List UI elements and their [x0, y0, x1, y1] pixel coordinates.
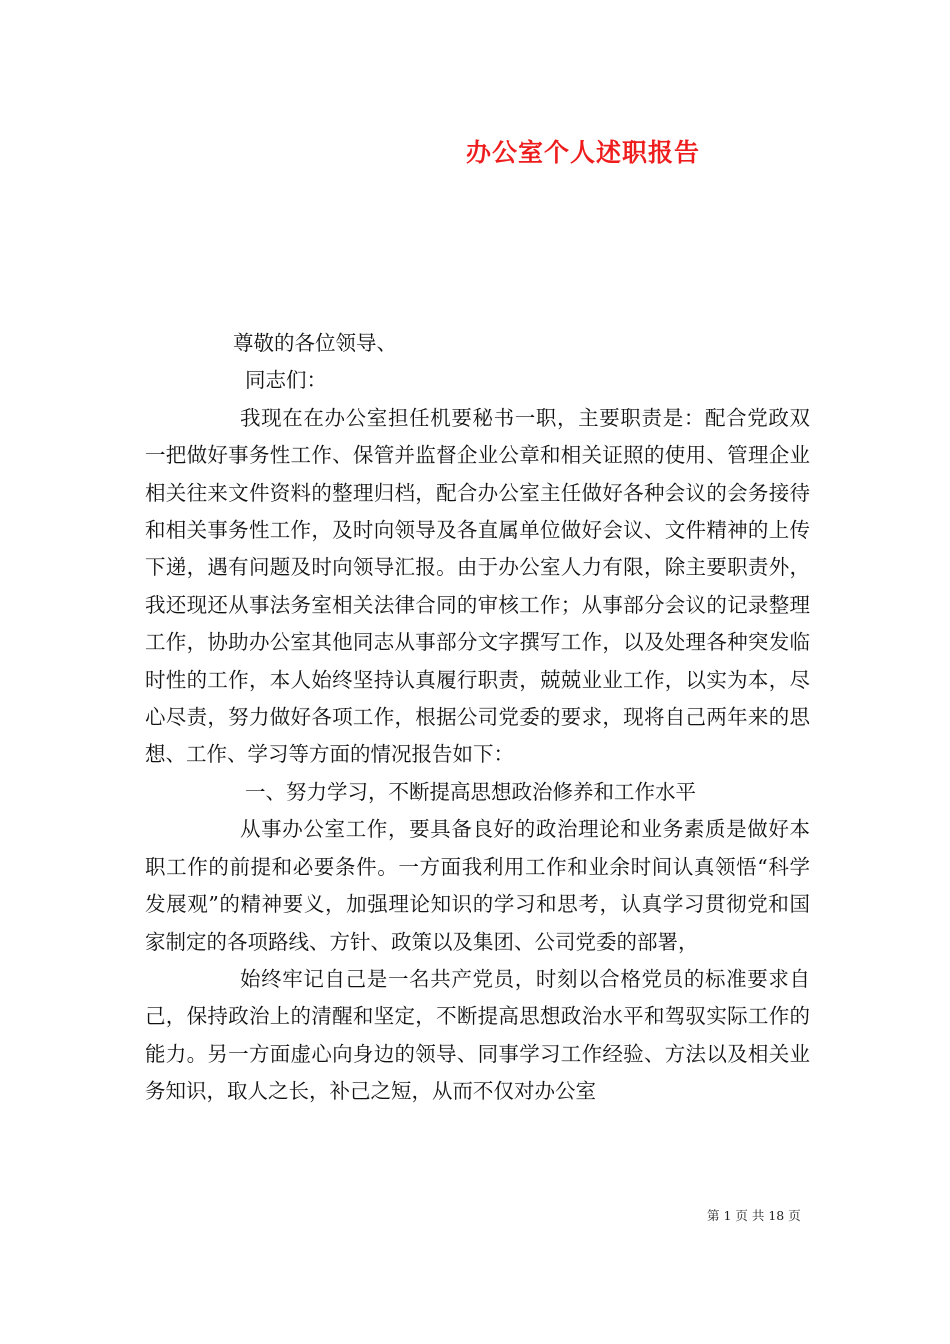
document-title: 办公室个人述职报告 [466, 138, 701, 167]
paragraph-study: 从事办公室工作，要具备良好的政治理论和业务素质是做好本职工作的前提和必要条件。一方面我利用工作和业余时间认真领悟“科学发展观”的精神要义，加强理论知识的学习和思考，认真学习贯彻党和国家制定的各项路线、方针、政策以及集团、公司党委的部署， [145, 817, 810, 954]
document-body [145, 325, 810, 1111]
salutation-line-2: 同志们： [245, 368, 327, 393]
paragraph-duties: 我现在在办公室担任机要秘书一职，主要职责是：配合党政双一把做好事务性工作、保管并监督企业公章和相关证照的使用、管理企业相关往来文件资料的整理归档，配合办公室主任做好各种会议的会务接待和相关事务性工作，及时向领导及各直属单位做好会议、文件精神的上传下递，遇有问题及时向领导汇报。由于办公室人力有限，除主要职责外，我还现还从事法务室相关法律合同的审核工作；从事部分会议的记录整理工作，协助办公室其他同志从事部分文字撰写工作，以及处理各种突发临时性的工作，本人始终坚持认真履行职责，兢兢业业工作，以实为本，尽心尽责，努力做好各项工作，根据公司党委的要求，现将自己两年来的思想、工作、学习等方面的情况报告如下： [145, 405, 810, 767]
paragraph-party-member: 始终牢记自己是一名共产党员，时刻以合格党员的标准要求自己，保持政治上的清醒和坚定，不断提高思想政治水平和驾驭实际工作的能力。另一方面虚心向身边的领导、同事学习工作经验、方法以及相关业务知识，取人之长，补己之短，从而不仅对办公室 [145, 966, 810, 1104]
section-heading-1: 一、努力学习，不断提高思想政治修养和工作水平 [245, 779, 696, 804]
page-number-footer: 第 1 页 共 18 页 [707, 1208, 801, 1223]
salutation-line-1: 尊敬的各位领导、 [233, 331, 397, 355]
